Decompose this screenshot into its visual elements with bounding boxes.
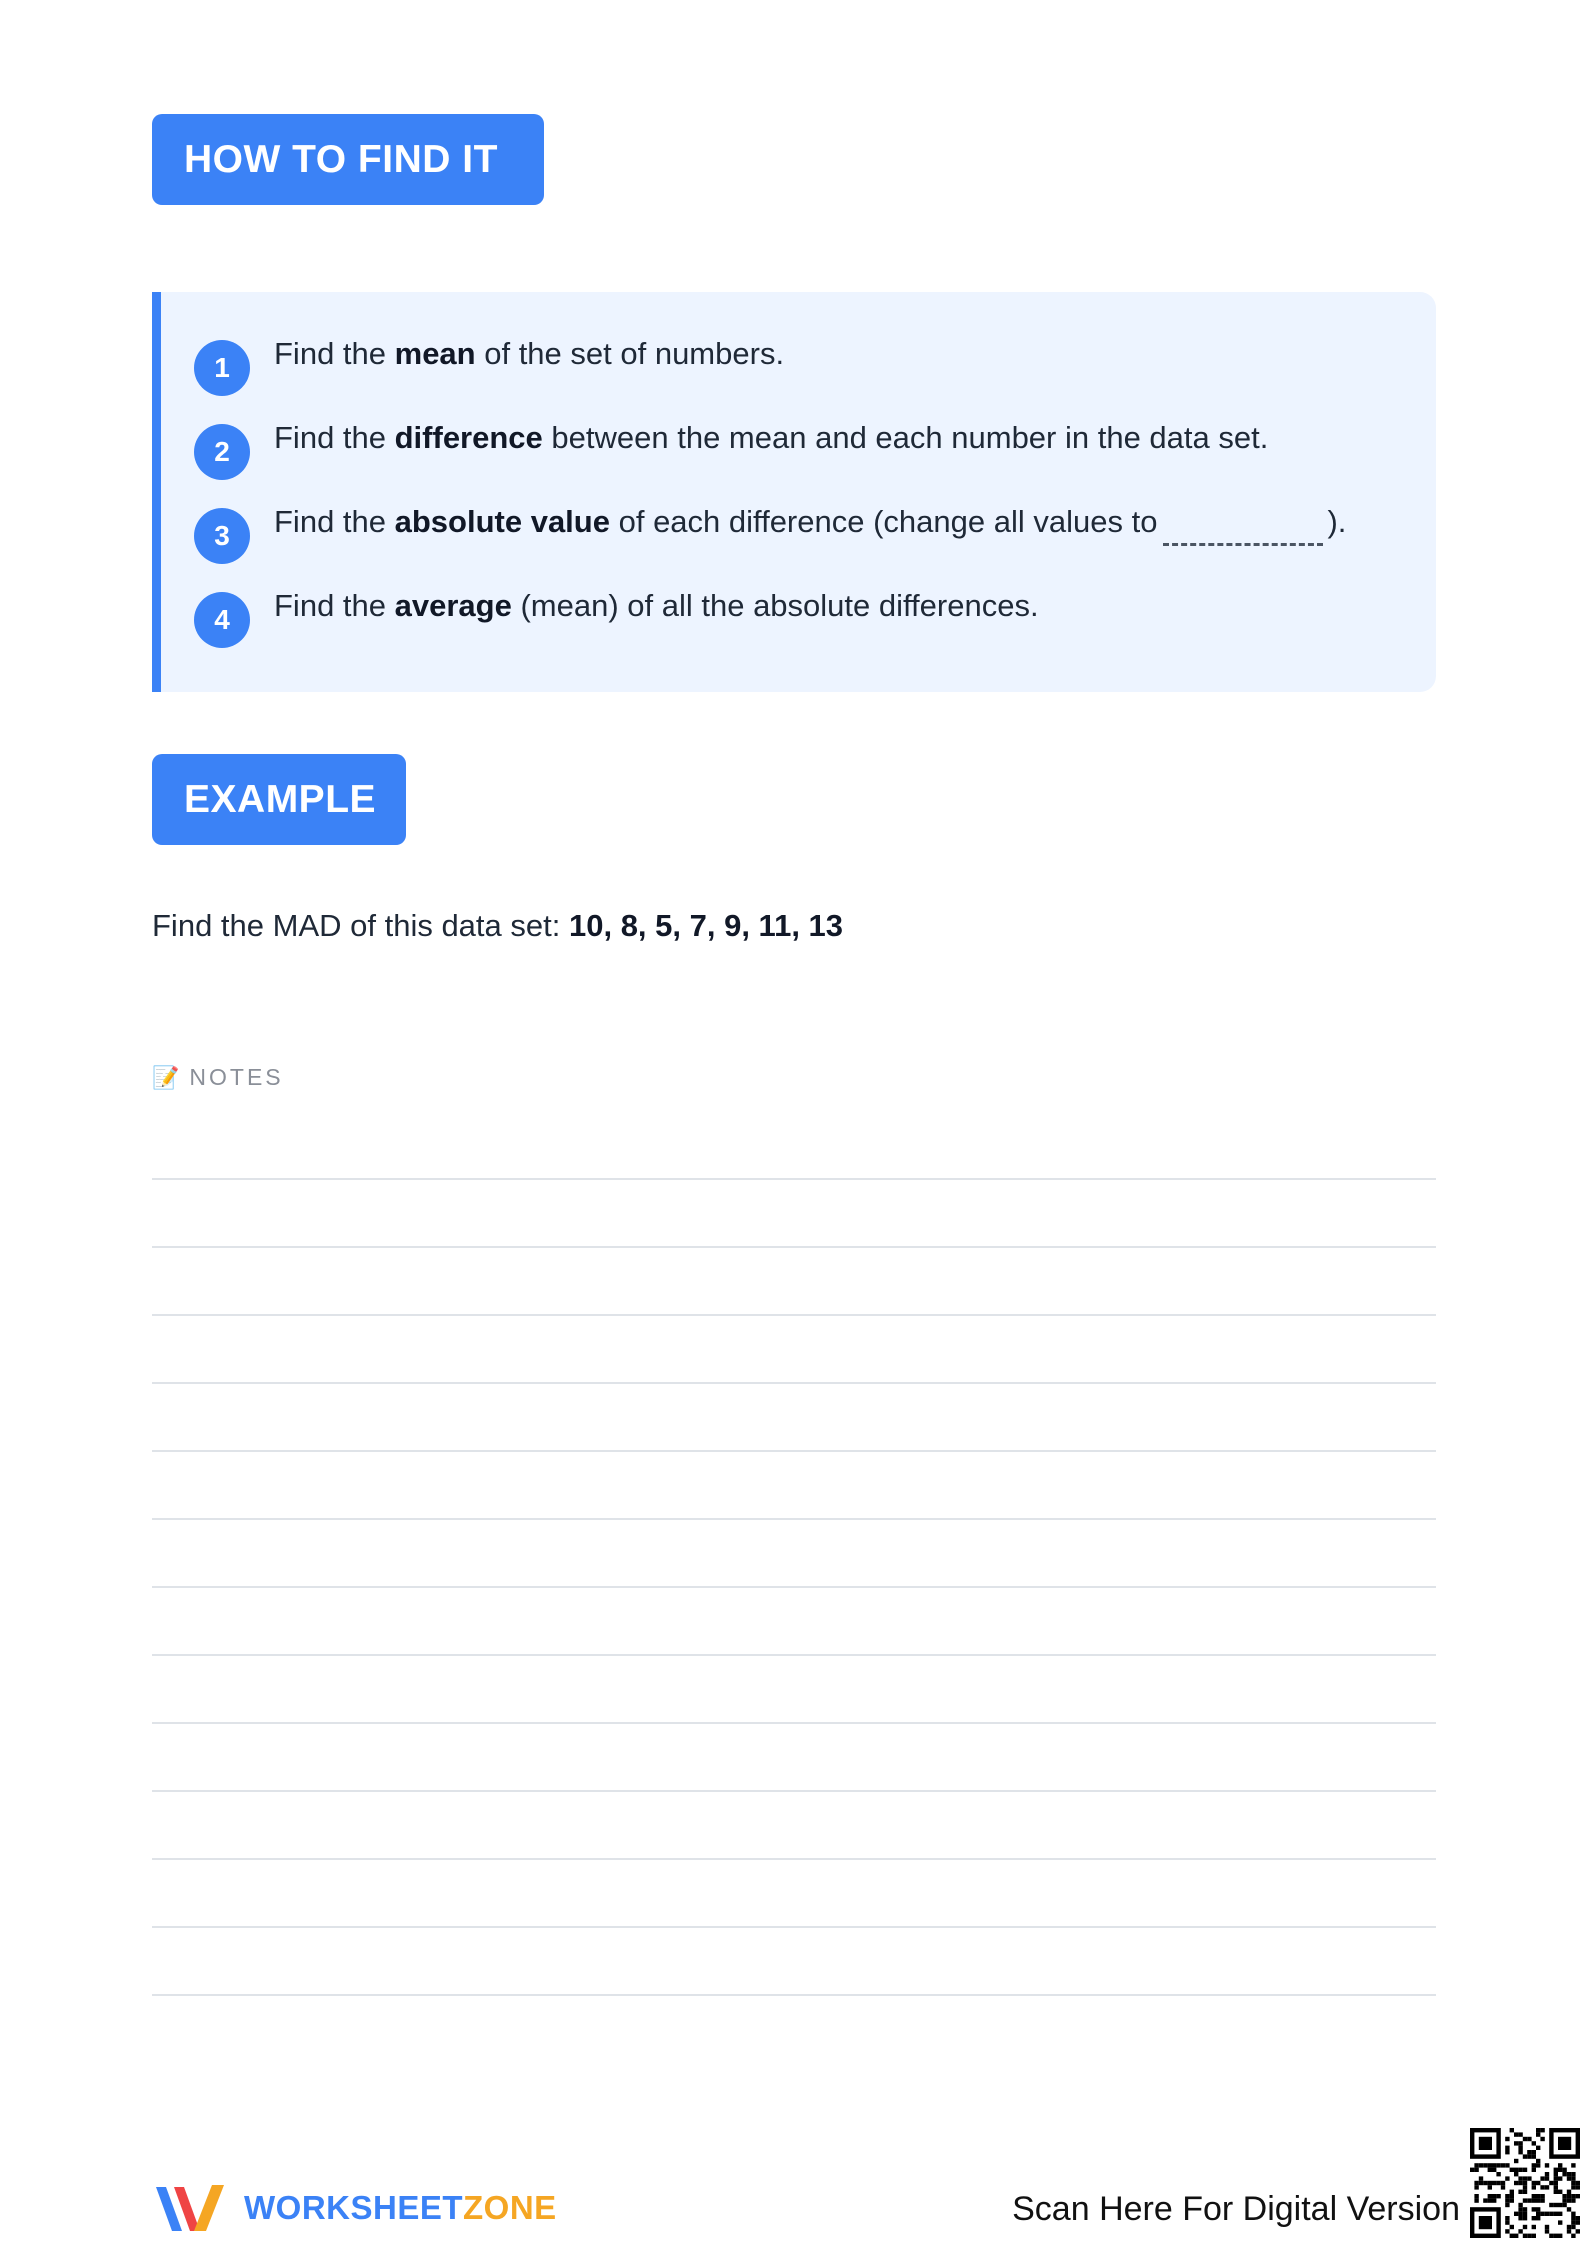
worksheetzone-logo bbox=[152, 2178, 557, 2238]
notes-line bbox=[152, 1994, 1436, 1996]
step-number-badge: 3 bbox=[194, 508, 250, 564]
notes-line bbox=[152, 1450, 1436, 1452]
step-text-end: between the mean and each number in the data set. bbox=[542, 420, 1269, 455]
brand-name-part-1: WORKSHEET bbox=[244, 2189, 463, 2226]
how-to-find-it-heading: HOW TO FIND IT bbox=[152, 114, 544, 205]
step-keyword: average bbox=[394, 588, 512, 623]
step-text-tail: ). bbox=[1327, 504, 1347, 539]
example-prompt-text: Find the MAD of this data set: bbox=[152, 908, 569, 943]
worksheetzone-w-icon bbox=[152, 2179, 232, 2237]
notes-line bbox=[152, 1926, 1436, 1928]
step-number-badge: 2 bbox=[194, 424, 250, 480]
notes-line bbox=[152, 1246, 1436, 1248]
step-keyword: mean bbox=[394, 336, 476, 371]
memo-pencil-icon: 📝 bbox=[152, 1065, 180, 1090]
step-number-badge: 1 bbox=[194, 340, 250, 396]
step-text-end: of the set of numbers. bbox=[475, 336, 785, 371]
step-3 bbox=[161, 500, 1431, 560]
step-text bbox=[274, 332, 784, 376]
step-4 bbox=[161, 584, 1431, 644]
example-heading: EXAMPLE bbox=[152, 754, 406, 845]
example-prompt bbox=[152, 904, 843, 948]
step-text bbox=[274, 500, 1346, 546]
step-number-badge: 4 bbox=[194, 592, 250, 648]
brand-name bbox=[244, 2189, 557, 2227]
notes-line bbox=[152, 1790, 1436, 1792]
step-text-start: Find the bbox=[274, 420, 395, 455]
step-text-start: Find the bbox=[274, 336, 395, 371]
step-keyword: difference bbox=[394, 420, 543, 455]
notes-line bbox=[152, 1178, 1436, 1180]
notes-line bbox=[152, 1722, 1436, 1724]
steps-panel bbox=[152, 292, 1436, 692]
notes-line bbox=[152, 1586, 1436, 1588]
step-1 bbox=[161, 332, 1431, 392]
notes-line bbox=[152, 1518, 1436, 1520]
step-text-end: of each difference (change all values to bbox=[609, 504, 1158, 539]
qr-code-icon[interactable] bbox=[1470, 2128, 1580, 2238]
step-text-start: Find the bbox=[274, 588, 395, 623]
notes-line bbox=[152, 1654, 1436, 1656]
notes-label-text: NOTES bbox=[189, 1064, 284, 1090]
step-2 bbox=[161, 416, 1431, 476]
notes-line bbox=[152, 1314, 1436, 1316]
step-keyword: absolute value bbox=[394, 504, 610, 539]
step-text bbox=[274, 416, 1268, 460]
notes-label bbox=[152, 1062, 284, 1093]
step-text-start: Find the bbox=[274, 504, 395, 539]
notes-line bbox=[152, 1382, 1436, 1384]
example-data-values: 10, 8, 5, 7, 9, 11, 13 bbox=[568, 908, 844, 943]
fill-in-blank[interactable] bbox=[1163, 507, 1323, 546]
notes-line bbox=[152, 1858, 1436, 1860]
brand-name-part-2: ZONE bbox=[463, 2189, 557, 2226]
scan-caption: Scan Here For Digital Version bbox=[1012, 2190, 1460, 2228]
step-text bbox=[274, 584, 1039, 628]
step-text-end: (mean) of all the absolute differences. bbox=[511, 588, 1039, 623]
